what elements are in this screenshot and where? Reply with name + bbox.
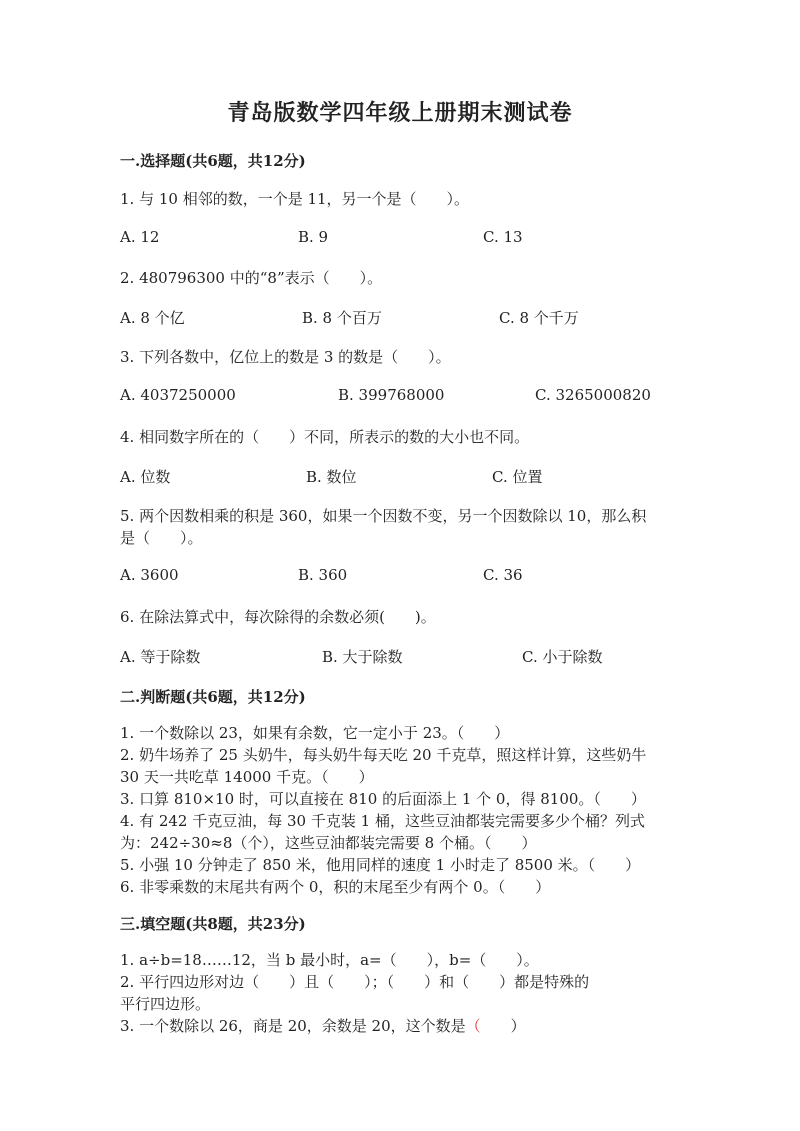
option-b: B. 9 [298,228,329,246]
fill-in-line: 平行四边形。 [120,995,211,1013]
question-text: 3. 下列各数中，亿位上的数是 3 的数是（ ）。 [120,348,451,366]
judgement-line: 3. 口算 810×10 时，可以直接在 810 的后面添上 1 个 0，得 8100。（ ） [120,790,646,808]
option-a: A. 12 [120,228,160,246]
fill-in-line: 1. a÷b=18……12，当 b 最小时，a=（ ），b=（ ）。 [120,951,539,969]
option-a: A. 8 个亿 [120,309,185,327]
option-c: C. 13 [483,228,523,246]
option-b: B. 8 个百万 [302,309,382,327]
option-a: A. 3600 [120,566,179,584]
option-a: A. 等于除数 [120,648,201,666]
judgement-line: 30 天一共吃草 14000 千克。（ ） [120,768,374,786]
option-b: B. 360 [298,566,348,584]
option-c: C. 8 个千万 [499,309,579,327]
question-text: 4. 相同数字所在的（ ）不同，所表示的数的大小也不同。 [120,428,530,446]
option-c: C. 小于除数 [522,648,603,666]
judgement-line: 4. 有 242 千克豆油，每 30 千克装 1 桶，这些豆油都装完需要多少个桶？列式 [120,812,645,830]
question-text: 2. 480796300 中的“8”表示（ ）。 [120,269,383,287]
question-text-continued: 是（ ）。 [120,529,203,547]
option-c: C. 3265000820 [535,386,651,404]
option-b: B. 大于除数 [322,648,403,666]
option-b: B. 399768000 [338,386,445,404]
option-c: C. 位置 [492,468,543,486]
fill-in-line: 2. 平行四边形对边（ ）且（ ）；（ ）和（ ）都是特殊的 [120,973,590,991]
close-paren: ） [480,1017,526,1035]
option-a: A. 4037250000 [120,386,236,404]
option-c: C. 36 [483,566,523,584]
judgement-line: 2. 奶牛场养了 25 头奶牛，每头奶牛每天吃 20 千克草，照这样计算，这些奶牛 [120,746,647,764]
question-text: 1. 与 10 相邻的数，一个是 11，另一个是（ ）。 [120,190,470,208]
page-title: 青岛版数学四年级上册期末测试卷 [227,100,573,126]
fill-in-text: 3. 一个数除以 26，商是 20，余数是 20，这个数是 [120,1017,466,1035]
section-heading-choice: 一.选择题(共6题，共12分) [120,152,306,170]
fill-in-line [120,1015,526,1037]
judgement-line: 为：242÷30≈8（个），这些豆油都装完需要 8 个桶。（ ） [120,834,537,852]
judgement-line: 5. 小强 10 分钟走了 850 米，他用同样的速度 1 小时走了 8500 米。（ ） [120,856,641,874]
section-heading-judgement: 二.判断题(共6题，共12分) [120,688,306,706]
option-a: A. 位数 [120,468,171,486]
judgement-line: 6. 非零乘数的末尾共有两个 0，积的末尾至少有两个 0。（ ） [120,878,551,896]
question-text: 5. 两个因数相乘的积是 360，如果一个因数不变，另一个因数除以 10，那么积 [120,507,647,525]
judgement-line: 1. 一个数除以 23，如果有余数，它一定小于 23。（ ） [120,724,510,742]
option-b: B. 数位 [306,468,357,486]
section-heading-fill-in: 三.填空题(共8题，共23分) [120,915,306,933]
red-open-paren: （ [465,1017,481,1035]
question-text: 6. 在除法算式中，每次除得的余数必须( )。 [120,608,436,626]
